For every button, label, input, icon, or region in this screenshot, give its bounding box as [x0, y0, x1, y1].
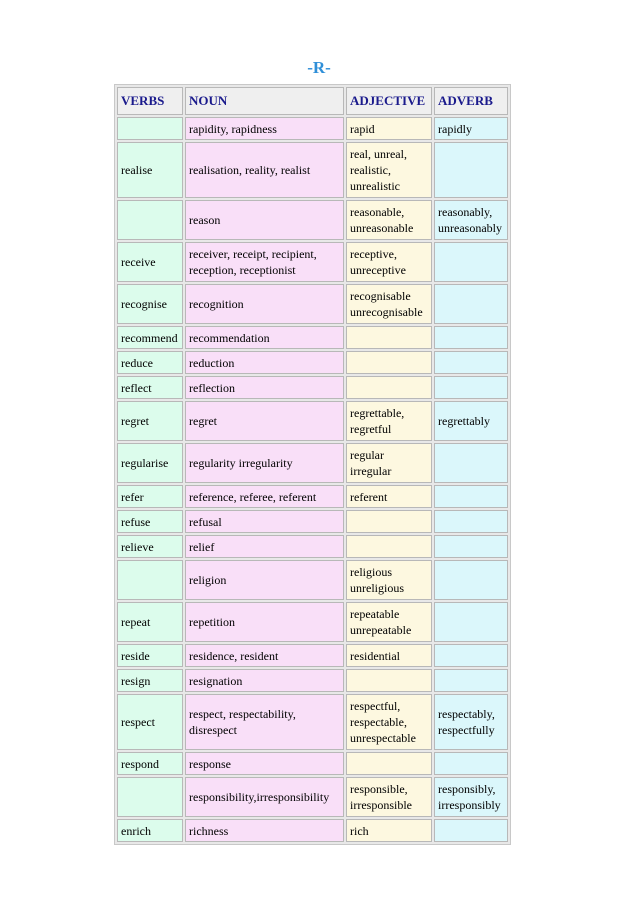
adjective-cell — [346, 510, 432, 533]
noun-cell: relief — [185, 535, 344, 558]
table-row — [117, 284, 508, 324]
adjective-cell — [346, 535, 432, 558]
verb-cell: regret — [117, 401, 183, 441]
noun-cell: reason — [185, 200, 344, 240]
adverb-cell — [434, 669, 508, 692]
verb-cell: refuse — [117, 510, 183, 533]
verb-cell: enrich — [117, 819, 183, 842]
column-header-noun: NOUN — [185, 87, 344, 115]
adjective-cell: recognisable unrecognisable — [346, 284, 432, 324]
word-forms-table — [114, 84, 511, 845]
column-header-adjective: ADJECTIVE — [346, 87, 432, 115]
adjective-cell: repeatable unrepeatable — [346, 602, 432, 642]
adverb-cell — [434, 443, 508, 483]
table-row — [117, 117, 508, 140]
verb-cell: receive — [117, 242, 183, 282]
adverb-cell — [434, 560, 508, 600]
adverb-cell: respectably, respectfully — [434, 694, 508, 750]
adverb-cell: responsibly, irresponsibly — [434, 777, 508, 817]
verb-cell: realise — [117, 142, 183, 198]
table-row — [117, 819, 508, 842]
table-row — [117, 669, 508, 692]
adjective-cell: responsible, irresponsible — [346, 777, 432, 817]
table-row — [117, 752, 508, 775]
adjective-cell: respectful, respectable, unrespectable — [346, 694, 432, 750]
verb-cell: refer — [117, 485, 183, 508]
verb-cell — [117, 777, 183, 817]
table-row — [117, 644, 508, 667]
adjective-cell: reasonable, unreasonable — [346, 200, 432, 240]
noun-cell: rapidity, rapidness — [185, 117, 344, 140]
noun-cell: religion — [185, 560, 344, 600]
noun-cell: reduction — [185, 351, 344, 374]
table-row — [117, 326, 508, 349]
noun-cell: regularity irregularity — [185, 443, 344, 483]
noun-cell: receiver, receipt, recipient, reception, receptionist — [185, 242, 344, 282]
adverb-cell — [434, 535, 508, 558]
table-row — [117, 443, 508, 483]
table-row — [117, 351, 508, 374]
adverb-cell — [434, 242, 508, 282]
noun-cell: regret — [185, 401, 344, 441]
adjective-cell: religious unreligious — [346, 560, 432, 600]
table-row — [117, 485, 508, 508]
verb-cell: respond — [117, 752, 183, 775]
page-title: -R- — [307, 58, 331, 77]
adverb-cell — [434, 142, 508, 198]
adjective-cell: residential — [346, 644, 432, 667]
adjective-cell — [346, 351, 432, 374]
adverb-cell — [434, 510, 508, 533]
adverb-cell — [434, 376, 508, 399]
noun-cell: responsibility,irresponsibility — [185, 777, 344, 817]
noun-cell: refusal — [185, 510, 344, 533]
table-row — [117, 200, 508, 240]
adverb-cell: regrettably — [434, 401, 508, 441]
noun-cell: residence, resident — [185, 644, 344, 667]
adverb-cell — [434, 819, 508, 842]
verb-cell: respect — [117, 694, 183, 750]
adverb-cell — [434, 602, 508, 642]
adjective-cell: referent — [346, 485, 432, 508]
noun-cell: repetition — [185, 602, 344, 642]
noun-cell: response — [185, 752, 344, 775]
noun-cell: recommendation — [185, 326, 344, 349]
noun-cell: respect, respectability, disrespect — [185, 694, 344, 750]
verb-cell — [117, 200, 183, 240]
adverb-cell — [434, 644, 508, 667]
adverb-cell: reasonably, unreasonably — [434, 200, 508, 240]
verb-cell: recommend — [117, 326, 183, 349]
verb-cell: reside — [117, 644, 183, 667]
verb-cell — [117, 117, 183, 140]
noun-cell: recognition — [185, 284, 344, 324]
table-row — [117, 535, 508, 558]
noun-cell: resignation — [185, 669, 344, 692]
adjective-cell: receptive, unreceptive — [346, 242, 432, 282]
adverb-cell — [434, 752, 508, 775]
verb-cell: recognise — [117, 284, 183, 324]
verb-cell: repeat — [117, 602, 183, 642]
table-row — [117, 560, 508, 600]
adjective-cell — [346, 669, 432, 692]
verb-cell: regularise — [117, 443, 183, 483]
table-row — [117, 694, 508, 750]
adverb-cell — [434, 351, 508, 374]
adjective-cell: regular irregular — [346, 443, 432, 483]
noun-cell: richness — [185, 819, 344, 842]
adjective-cell: rich — [346, 819, 432, 842]
adverb-cell — [434, 485, 508, 508]
adverb-cell — [434, 326, 508, 349]
table-row — [117, 401, 508, 441]
table-header-row — [117, 87, 508, 115]
table-row — [117, 142, 508, 198]
verb-cell: resign — [117, 669, 183, 692]
column-header-verbs: VERBS — [117, 87, 183, 115]
adjective-cell — [346, 376, 432, 399]
column-header-adverb: ADVERB — [434, 87, 508, 115]
verb-cell: reduce — [117, 351, 183, 374]
table-row — [117, 602, 508, 642]
adverb-cell — [434, 284, 508, 324]
noun-cell: reflection — [185, 376, 344, 399]
verb-cell: relieve — [117, 535, 183, 558]
verb-cell: reflect — [117, 376, 183, 399]
verb-cell — [117, 560, 183, 600]
adjective-cell — [346, 752, 432, 775]
adjective-cell: regrettable, regretful — [346, 401, 432, 441]
table-row — [117, 376, 508, 399]
table-row — [117, 510, 508, 533]
adjective-cell: real, unreal, realistic, unrealistic — [346, 142, 432, 198]
noun-cell: reference, referee, referent — [185, 485, 344, 508]
table-row — [117, 777, 508, 817]
table-row — [117, 242, 508, 282]
noun-cell: realisation, reality, realist — [185, 142, 344, 198]
adjective-cell: rapid — [346, 117, 432, 140]
adverb-cell: rapidly — [434, 117, 508, 140]
adjective-cell — [346, 326, 432, 349]
